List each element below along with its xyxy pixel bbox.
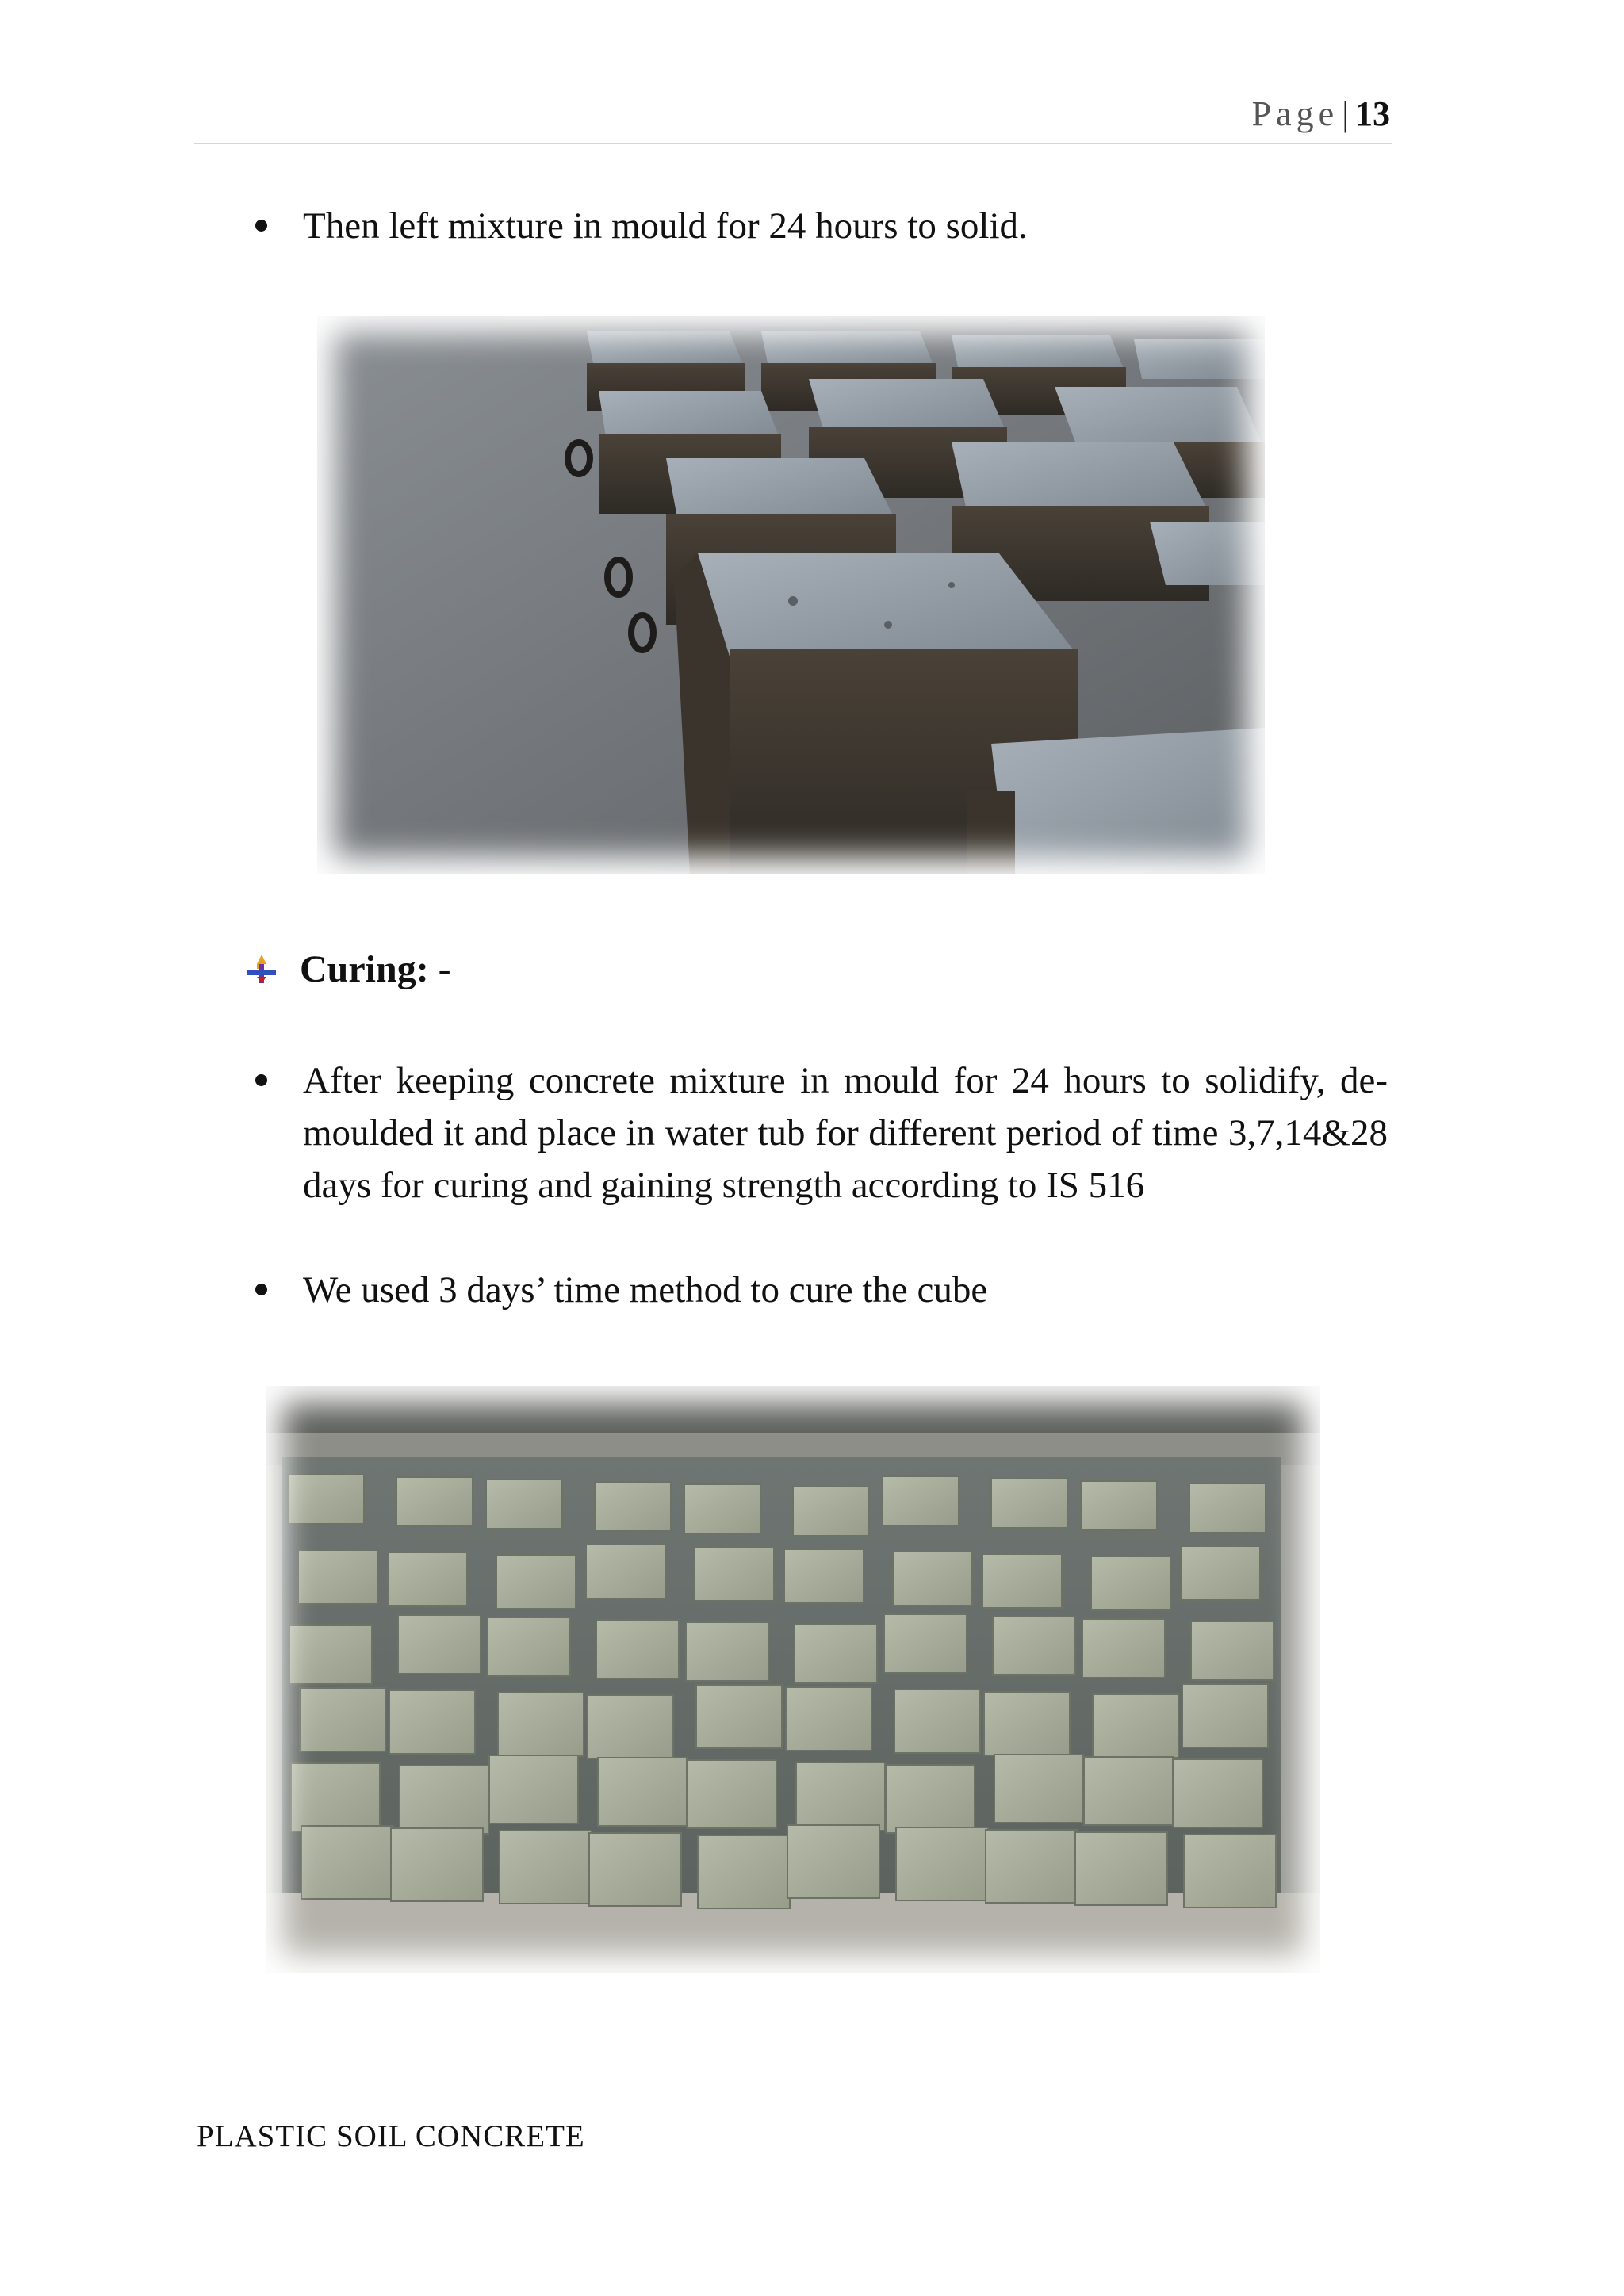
bullet-text: We used 3 days’ time method to cure the cube: [303, 1269, 988, 1311]
submerged-cube: [1084, 1757, 1173, 1825]
submerged-cube: [298, 1550, 377, 1604]
page-number-header: [1252, 94, 1390, 134]
submerged-cube: [883, 1476, 959, 1525]
submerged-cube: [1191, 1621, 1274, 1680]
submerged-cube: [786, 1687, 871, 1751]
submerged-cube: [884, 1614, 967, 1673]
submerged-cube: [696, 1685, 782, 1748]
submerged-cube: [489, 1755, 578, 1823]
submerged-cube: [796, 1762, 885, 1831]
submerged-cube: [288, 1475, 364, 1524]
submerged-cube: [1174, 1759, 1262, 1827]
submerged-cube: [596, 1620, 679, 1678]
submerged-cube: [1075, 1832, 1167, 1905]
submerged-cube: [1082, 1619, 1165, 1678]
submerged-cube: [695, 1547, 774, 1601]
submerged-cube: [991, 1479, 1067, 1528]
bullet-item-curing-method: [252, 1264, 1388, 1316]
submerged-cube: [1182, 1684, 1268, 1747]
bullet-item-curing-process: [252, 1054, 1388, 1211]
bullet-text: After keeping concrete mixture in mould for 24 hours to solidify, de-moulded it and place in water tub for different period of time 3,7,14&28 days for curing and gaining strength according to IS 516: [303, 1060, 1388, 1206]
submerged-cube: [984, 1692, 1070, 1755]
submerged-cube: [894, 1689, 980, 1753]
curing-tank-photo: [266, 1386, 1320, 1973]
submerged-cube: [795, 1624, 877, 1683]
section-heading-curing: [246, 947, 451, 991]
submerged-cube: [698, 1835, 790, 1908]
submerged-cube: [1189, 1483, 1266, 1533]
arrow-cross-icon: [246, 953, 278, 985]
submerged-cube: [1184, 1835, 1276, 1908]
submerged-cube: [486, 1479, 562, 1529]
curing-tank-illustration: [266, 1386, 1320, 1973]
submerged-cube: [893, 1552, 972, 1605]
submerged-cube: [396, 1477, 473, 1526]
submerged-cube: [301, 1826, 393, 1899]
submerged-cube: [398, 1615, 481, 1674]
submerged-cube: [589, 1833, 681, 1906]
submerged-cube: [488, 1617, 570, 1676]
submerged-cube: [400, 1766, 488, 1834]
submerged-cube: [595, 1482, 671, 1531]
submerged-cube: [1093, 1694, 1178, 1758]
submerged-cube: [391, 1828, 483, 1901]
section-heading-text: Curing: -: [300, 948, 451, 990]
submerged-cube: [300, 1688, 385, 1751]
submerged-cube: [496, 1555, 576, 1609]
submerged-cube: [498, 1693, 584, 1756]
submerged-cube: [688, 1760, 776, 1828]
concrete-moulds-illustration: [317, 316, 1265, 874]
submerged-cube: [686, 1622, 768, 1681]
concrete-moulds-photo: [317, 316, 1265, 874]
submerged-cube: [598, 1758, 687, 1826]
submerged-cube: [886, 1765, 975, 1833]
submerged-cube: [684, 1484, 760, 1533]
page-separator: |: [1342, 94, 1349, 133]
submerged-cube: [1091, 1556, 1170, 1610]
header-rule: [194, 143, 1392, 144]
submerged-cube: [1081, 1481, 1157, 1530]
submerged-cube: [784, 1549, 864, 1603]
page-label: Page: [1251, 94, 1339, 133]
submerged-cube: [388, 1552, 467, 1606]
submerged-cube: [291, 1763, 380, 1831]
submerged-cube: [986, 1830, 1078, 1903]
submerged-cube: [994, 1755, 1083, 1823]
submerged-cube: [500, 1831, 592, 1904]
submerged-cube: [586, 1544, 665, 1598]
submerged-cube: [993, 1617, 1075, 1675]
submerged-cube: [896, 1827, 988, 1900]
submerged-cube: [588, 1695, 673, 1758]
submerged-cube: [787, 1825, 879, 1898]
bullet-text: Then left mixture in mould for 24 hours to solid.: [303, 205, 1028, 247]
submerged-cube: [389, 1690, 475, 1754]
submerged-cube: [1181, 1546, 1260, 1600]
submerged-cube: [289, 1625, 372, 1684]
footer-text: PLASTIC SOIL CONCRETE: [197, 2119, 585, 2153]
page-number: 13: [1355, 94, 1390, 133]
submerged-cube: [982, 1554, 1062, 1608]
submerged-cube: [793, 1487, 869, 1536]
bullet-item-mould: [252, 200, 1388, 252]
